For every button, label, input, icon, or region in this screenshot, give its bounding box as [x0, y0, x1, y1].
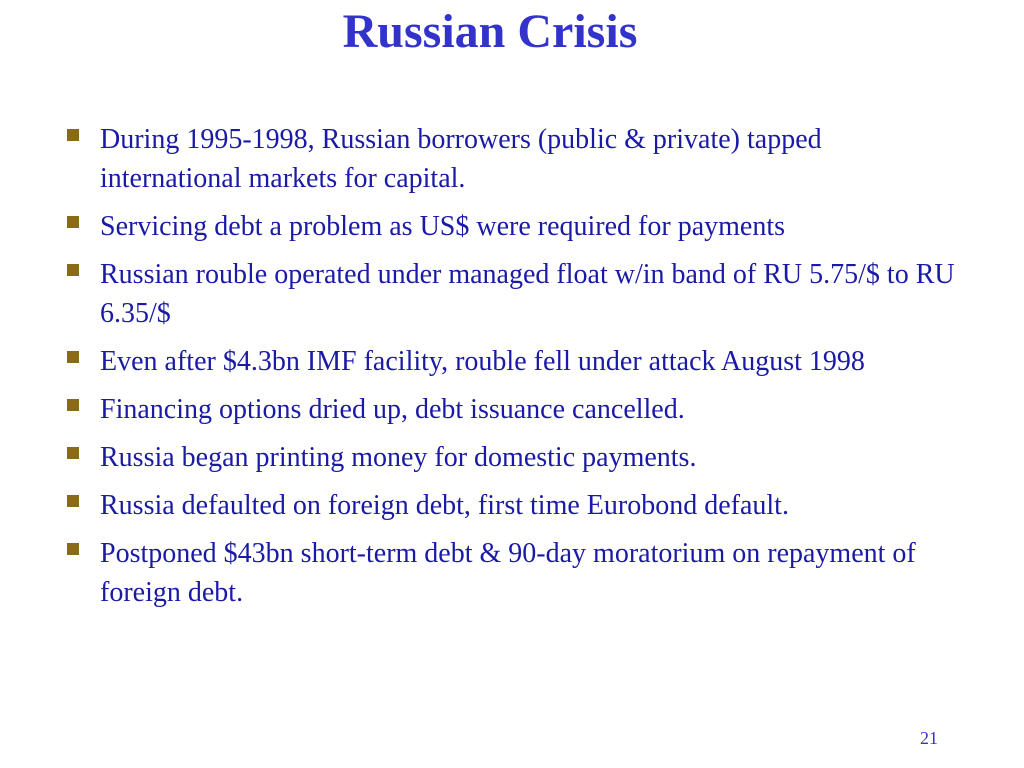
- bullet-item: [62, 120, 962, 198]
- bullet-text: Russian rouble operated under managed float w/in band of RU 5.75/$ to RU 6.35/$: [100, 259, 955, 329]
- square-bullet-icon: [67, 351, 79, 363]
- bullet-item: [62, 534, 962, 612]
- bullet-text: Russia defaulted on foreign debt, first time Eurobond default.: [100, 490, 789, 521]
- bullet-item: [62, 207, 962, 246]
- square-bullet-icon: [67, 447, 79, 459]
- square-bullet-icon: [67, 264, 79, 276]
- bullet-item: [62, 486, 962, 525]
- bullet-text: Financing options dried up, debt issuance cancelled.: [100, 394, 685, 425]
- square-bullet-icon: [67, 495, 79, 507]
- bullet-item: [62, 342, 962, 381]
- bullet-text: During 1995-1998, Russian borrowers (public & private) tapped international markets for capital.: [100, 124, 822, 194]
- square-bullet-icon: [67, 399, 79, 411]
- square-bullet-icon: [67, 216, 79, 228]
- bullet-text: Even after $4.3bn IMF facility, rouble fell under attack August 1998: [100, 346, 865, 377]
- bullet-item: [62, 255, 962, 333]
- square-bullet-icon: [67, 543, 79, 555]
- slide-title: Russian Crisis: [342, 5, 638, 58]
- bullet-text: Postponed $43bn short-term debt & 90-day moratorium on repayment of foreign debt.: [100, 538, 916, 608]
- bullet-text: Servicing debt a problem as US$ were required for payments: [100, 211, 786, 242]
- bullet-text: Russia began printing money for domestic payments.: [100, 442, 697, 473]
- bullet-item: [62, 438, 962, 477]
- bullet-list: [62, 120, 962, 621]
- page-number: 21: [920, 728, 938, 748]
- square-bullet-icon: [67, 129, 79, 141]
- bullet-item: [62, 390, 962, 429]
